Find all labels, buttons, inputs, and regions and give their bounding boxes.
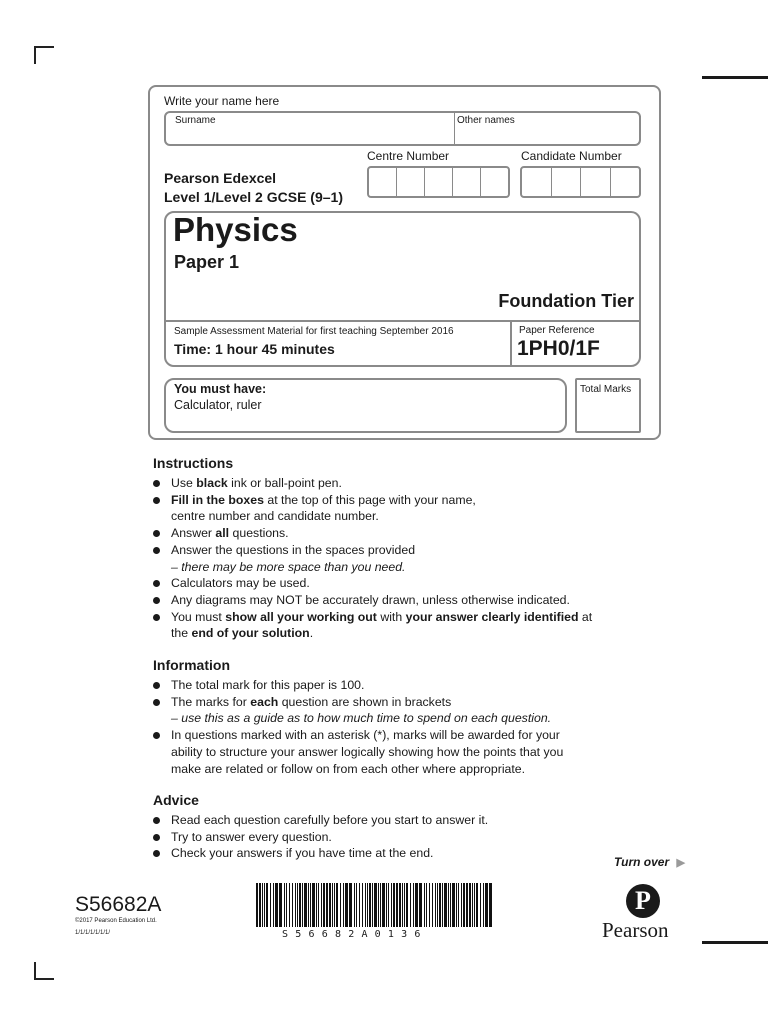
- barcode-bar: [388, 883, 389, 927]
- barcode-bar: [256, 883, 258, 927]
- barcode-bar: [386, 883, 387, 927]
- instructions-heading: Instructions: [153, 455, 234, 471]
- barcode-bar: [426, 883, 427, 927]
- candidate-number-boxes[interactable]: [520, 166, 641, 198]
- barcode-bar: [424, 883, 425, 927]
- barcode-bar: [483, 883, 484, 927]
- barcode-bar: [270, 883, 271, 927]
- list-item: Calculators may be used.: [153, 575, 643, 592]
- barcode-bar: [362, 883, 363, 927]
- list-item-continuation: make are related or follow on from each other where appropriate.: [171, 761, 526, 776]
- must-have-items: Calculator, ruler: [174, 398, 262, 412]
- candidate-digit-box[interactable]: [611, 168, 640, 196]
- information-heading: Information: [153, 657, 230, 673]
- barcode-image: [256, 883, 496, 927]
- barcode-bar: [312, 883, 315, 927]
- barcode-bar: [442, 883, 443, 927]
- barcode-bar: [413, 883, 414, 927]
- centre-digit-box[interactable]: [481, 168, 508, 196]
- barcode-bar: [365, 883, 366, 927]
- sample-note: Sample Assessment Material for first teaching September 2016: [174, 326, 454, 337]
- barcode-bar: [393, 883, 395, 927]
- barcode-bar: [343, 883, 344, 927]
- barcode-bar: [259, 883, 261, 927]
- barcode-bar: [448, 883, 449, 927]
- barcode-bar: [437, 883, 438, 927]
- barcode-bar: [266, 883, 268, 927]
- list-item: In questions marked with an asterisk (*), marks will be awarded for your: [153, 727, 643, 744]
- list-item-continuation: centre number and candidate number.: [171, 509, 379, 524]
- barcode-bar: [480, 883, 481, 927]
- barcode-bar: [264, 883, 265, 927]
- barcode-bar: [485, 883, 488, 927]
- edge-bar-top: [702, 76, 768, 79]
- barcode-bar: [382, 883, 385, 927]
- barcode-bar: [273, 883, 274, 927]
- barcode-bar: [410, 883, 411, 927]
- barcode-bar: [419, 883, 422, 927]
- barcode-bar: [279, 883, 282, 927]
- barcode-bar: [432, 883, 433, 927]
- pearson-wordmark: Pearson: [602, 918, 669, 942]
- list-item: Answer all questions.: [153, 525, 643, 542]
- centre-number-boxes[interactable]: [367, 166, 510, 198]
- barcode-bar: [289, 883, 290, 927]
- barcode-bar: [336, 883, 338, 927]
- barcode-bar: [334, 883, 335, 927]
- crop-mark-top-left: [34, 46, 54, 64]
- barcode-bar: [406, 883, 408, 927]
- barcode-bar: [310, 883, 311, 927]
- barcode-text: S 5 6 6 8 2 A 0 1 3 6: [282, 929, 422, 940]
- barcode-bar: [396, 883, 398, 927]
- barcode-bar: [369, 883, 371, 927]
- subject-title: Physics: [173, 211, 298, 248]
- pearson-logo-mark: P: [626, 884, 660, 918]
- other-names-field[interactable]: [453, 111, 641, 146]
- barcode-bar: [461, 883, 462, 927]
- barcode-bar: [469, 883, 471, 927]
- barcode-bar: [297, 883, 298, 927]
- barcode-bar: [402, 883, 403, 927]
- barcode-bar: [302, 883, 303, 927]
- copyright: ©2017 Pearson Education Ltd.: [75, 918, 157, 924]
- list-item: The marks for each question are shown in brackets: [153, 694, 643, 711]
- list-item: Fill in the boxes at the top of this page with your name,: [153, 492, 643, 509]
- barcode-bar: [378, 883, 379, 927]
- barcode-bar: [286, 883, 287, 927]
- barcode-bar: [474, 883, 475, 927]
- list-item: Use black ink or ball-point pen.: [153, 475, 643, 492]
- barcode-bar: [391, 883, 392, 927]
- barcode-bar: [399, 883, 401, 927]
- barcode-bar: [452, 883, 455, 927]
- write-name-label: Write your name here: [164, 94, 280, 108]
- barcode-bar: [332, 883, 333, 927]
- barcode-bar: [466, 883, 468, 927]
- barcode-bar: [262, 883, 263, 927]
- list-item-continuation: – there may be more space than you need.: [171, 559, 406, 574]
- barcode-bar: [372, 883, 373, 927]
- candidate-number-label: Candidate Number: [521, 149, 622, 163]
- barcode-bar: [295, 883, 296, 927]
- barcode-bar: [439, 883, 441, 927]
- barcode-bar: [367, 883, 368, 927]
- barcode-bar: [316, 883, 317, 927]
- list-item: You must show all your working out with your answer clearly identified at: [153, 609, 643, 626]
- barcode-bar: [472, 883, 473, 927]
- paper-reference: 1PH0/1F: [517, 337, 600, 360]
- centre-number-label: Centre Number: [367, 149, 450, 163]
- advice-list: [153, 812, 643, 862]
- turn-over-label: Turn over: [614, 855, 670, 869]
- barcode-bar: [458, 883, 459, 927]
- barcode-bar: [329, 883, 331, 927]
- paper-reference-label: Paper Reference: [519, 325, 595, 336]
- barcode-bar: [359, 883, 360, 927]
- barcode-bar: [292, 883, 293, 927]
- list-item: The total mark for this paper is 100.: [153, 677, 643, 694]
- barcode-bar: [304, 883, 307, 927]
- centre-digit-box[interactable]: [397, 168, 425, 196]
- barcode-bar: [323, 883, 325, 927]
- advice-heading: Advice: [153, 792, 199, 808]
- list-item-continuation: the end of your solution.: [171, 626, 314, 641]
- paper-number: Paper 1: [174, 252, 240, 272]
- barcode-bar: [349, 883, 352, 927]
- centre-digit-box[interactable]: [369, 168, 397, 196]
- print-marks: 1/1/1/1/1/1/1/: [75, 930, 111, 936]
- tier-label: Foundation Tier: [498, 291, 634, 311]
- barcode-bar: [429, 883, 430, 927]
- candidate-digit-box[interactable]: [552, 168, 582, 196]
- paper-code: S56682A: [75, 893, 162, 916]
- surname-field[interactable]: [164, 111, 455, 146]
- turn-over: [614, 855, 685, 869]
- must-have-title: You must have:: [174, 382, 267, 396]
- candidate-digit-box[interactable]: [522, 168, 552, 196]
- barcode-bar: [404, 883, 405, 927]
- list-item: Read each question carefully before you start to answer it.: [153, 812, 643, 829]
- centre-digit-box[interactable]: [453, 168, 481, 196]
- total-marks-label: Total Marks: [580, 384, 632, 395]
- information-list: [153, 677, 643, 777]
- barcode-bar: [345, 883, 348, 927]
- triangle-right-icon: ▶: [676, 857, 685, 869]
- barcode-bar: [275, 883, 278, 927]
- time-allowed: Time: 1 hour 45 minutes: [174, 341, 335, 357]
- barcode-bar: [489, 883, 492, 927]
- instructions-list: [153, 475, 643, 642]
- barcode-bar: [444, 883, 447, 927]
- barcode-bar: [308, 883, 309, 927]
- exam-board: Pearson Edexcel: [164, 170, 277, 186]
- surname-label: Surname: [175, 115, 216, 126]
- list-item: Try to answer every question.: [153, 829, 643, 846]
- barcode-bar: [415, 883, 418, 927]
- barcode-bar: [450, 883, 451, 927]
- crop-mark-bottom-left: [34, 962, 54, 980]
- barcode-bar: [463, 883, 465, 927]
- barcode-bar: [321, 883, 322, 927]
- barcode-bar: [456, 883, 457, 927]
- barcode-bar: [356, 883, 357, 927]
- list-item-continuation: – use this as a guide as to how much time to spend on each question.: [171, 711, 552, 726]
- list-item: Any diagrams may NOT be accurately drawn, unless otherwise indicated.: [153, 592, 643, 609]
- barcode-bar: [284, 883, 285, 927]
- barcode-bar: [326, 883, 328, 927]
- barcode-bar: [318, 883, 319, 927]
- barcode-bar: [476, 883, 478, 927]
- list-item-continuation: ability to structure your answer logically showing how the points that you: [171, 744, 564, 759]
- list-item: Check your answers if you have time at the end.: [153, 845, 643, 862]
- other-names-label: Other names: [457, 115, 515, 126]
- qualification-level: Level 1/Level 2 GCSE (9–1): [164, 189, 343, 205]
- edge-bar-bottom: [702, 941, 768, 944]
- barcode-bar: [299, 883, 301, 927]
- barcode-bar: [374, 883, 377, 927]
- list-item: Answer the questions in the spaces provided: [153, 542, 643, 559]
- barcode-bar: [435, 883, 436, 927]
- barcode-bar: [380, 883, 381, 927]
- centre-digit-box[interactable]: [425, 168, 453, 196]
- barcode-bar: [354, 883, 355, 927]
- candidate-digit-box[interactable]: [581, 168, 611, 196]
- barcode-bar: [340, 883, 341, 927]
